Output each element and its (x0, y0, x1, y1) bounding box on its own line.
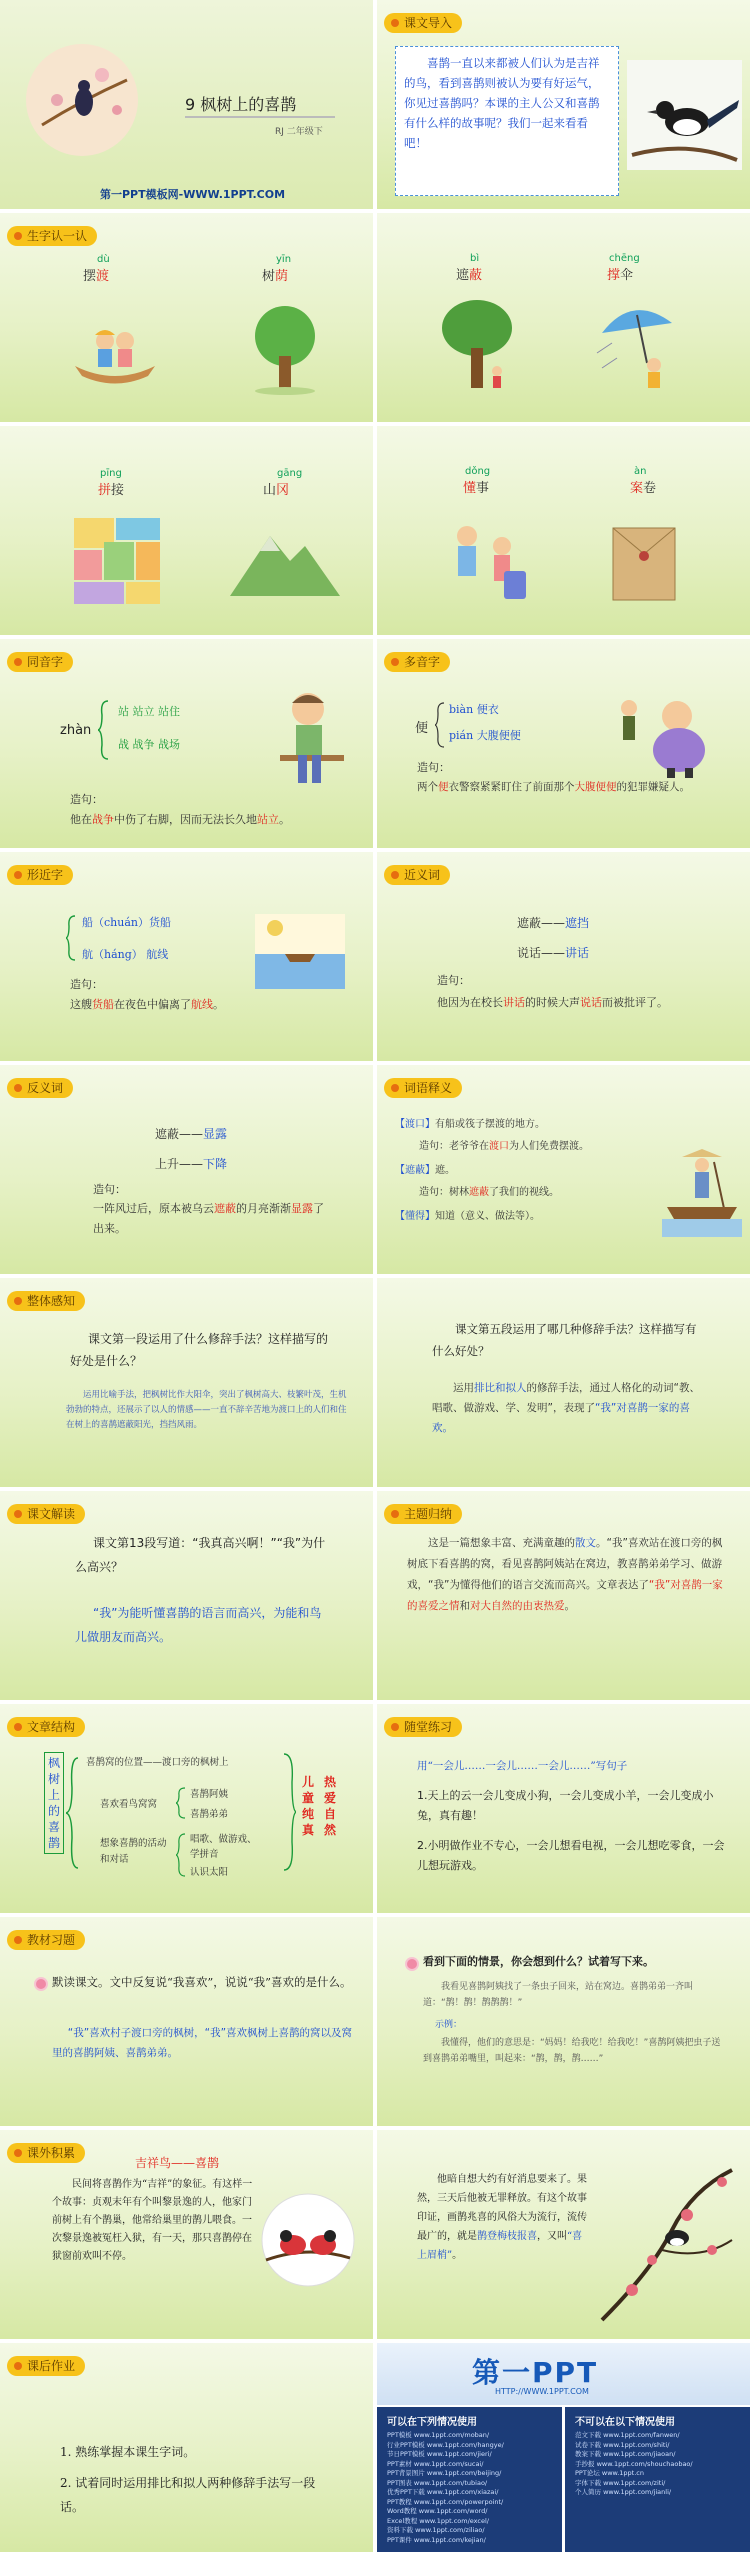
slide-extra-reading (0, 2130, 373, 2339)
promo-link[interactable]: 行业PPT模板 www.1ppt.com/hangye/ (387, 2440, 504, 2449)
slide-structure (0, 1704, 373, 1913)
slide-antonyms (0, 1065, 373, 1274)
pinyin: dù (97, 254, 110, 265)
definition-3: 【懂得】知道（意义、做法等）。 (395, 1211, 540, 1222)
story-text-continued: 他暗自想大约有好消息要来了。果然，三天后他被无罪释放。有这个故事印证，画鹊兆喜的风俗大为流行，流传最广的，就是鹊登梅枝报喜，又叫“喜上眉梢”。 (417, 2174, 587, 2261)
slide-practice (377, 1704, 750, 1913)
helping-elder-illustration (442, 516, 532, 606)
bird-on-branch-illustration (22, 40, 142, 160)
writing-question: 看到下面的情景，你会想到什么？试着写下来。 (423, 1955, 654, 1968)
structure-branch-2a: 喜鹊阿姨 (190, 1789, 229, 1800)
vocab-word: 撑伞 (607, 268, 634, 283)
slide-writing (377, 1917, 750, 2126)
definition-2: 【遮蔽】遮。 (395, 1165, 455, 1176)
story-text: 民间将喜鹊作为“吉祥”的象征。有这样一个故事：贞观末年有个叫黎景逸的人，他家门前树上有个鹊巢，他常给巢里的鹊儿喂食。一次黎景逸被冤枉入狱，有一天，那只喜鹊停在狱窗前欢叫不停。 (52, 2179, 253, 2262)
example-sentence: 两个便衣警察紧紧盯住了前面那个大腹便便的犯罪嫌疑人。 (417, 781, 690, 793)
ferryman-illustration (662, 1147, 742, 1237)
envelope-folder-illustration (609, 524, 679, 604)
section-tag: 同音字 (7, 652, 73, 672)
practice-answer-1: 1.天上的云一会儿变成小狗，一会儿变成小羊，一会儿变成小兔，真有趣！ (417, 1789, 714, 1822)
structure-branch-1: 喜鹊窝的位置——渡口旁的枫树上 (86, 1757, 229, 1768)
section-tag: 形近字 (7, 865, 73, 885)
section-tag: 文章结构 (7, 1717, 85, 1737)
grade-label: RJ 二年级下 (275, 127, 323, 137)
example-sentence: 一阵风过后，原本被乌云遮蔽的月亮渐渐显露了出来。 (93, 1202, 324, 1235)
vocab-word: 树荫 (262, 269, 289, 284)
slide-interpretation (0, 1491, 373, 1700)
umbrella-illustration (592, 293, 682, 393)
example-text: 我懂得，他们的意思是：“妈妈！给我吃！给我吃！”喜鹊阿姨把虫子送到喜鹊弟弟嘴里，叫起来：“鹊，鹊，鹊……” (423, 2038, 721, 2064)
slide-vocab-3 (0, 426, 373, 635)
vocab-word: 案卷 (630, 481, 657, 496)
section-tag: 随堂练习 (384, 1717, 462, 1737)
example-sentence: 他因为在校长讲话的时候大声说话而被批评了。 (437, 996, 668, 1009)
structure-branch-2: 喜欢看鸟窝窝 (100, 1799, 158, 1810)
question-text: 课文第13段写道：“我真高兴啊！”“我”为什么高兴？ (75, 1536, 326, 1574)
polyphone-row-2: pián 大腹便便 (449, 729, 521, 742)
promo-link[interactable]: 范文下载 www.1ppt.com/fanwen/ (575, 2431, 680, 2439)
vocab-word: 遮蔽 (456, 268, 483, 283)
polyphone-char: 便 (415, 721, 429, 736)
promo-link[interactable]: PPT课件 www.1ppt.com/kejian/ (387, 2535, 486, 2544)
vocab-word: 山冈 (263, 483, 290, 498)
similar-char-row-1: 船（chuán）货船 (82, 916, 171, 929)
homophone-row-2: 战 战争 战场 (118, 738, 180, 751)
promo-url[interactable]: HTTP://WWW.1PPT.COM (495, 2387, 589, 2396)
slide-overall-2 (377, 1278, 750, 1487)
example-sentence: 这艘货船在夜色中偏离了航线。 (70, 998, 224, 1011)
section-tag: 课外积累 (7, 2143, 85, 2163)
slide-similar-chars (0, 852, 373, 1061)
promo-link-list-1 (387, 2431, 557, 2545)
example-label: 造句： (437, 974, 470, 987)
structure-branch-2b: 喜鹊弟弟 (190, 1809, 229, 1820)
lesson-title: 9 枫树上的喜鹊 (185, 95, 297, 114)
tree-shade-illustration (437, 293, 517, 393)
promo-link[interactable]: 试卷下载 www.1ppt.com/shiti/ (575, 2440, 670, 2449)
practice-question: 用“一会儿……一会儿……一会儿……”写句子 (417, 1760, 628, 1772)
plum-blossom-magpie-illustration (592, 2160, 742, 2330)
police-suspect-illustration (607, 684, 727, 779)
structure-branch-3: 想象喜鹊的活动和对话 (100, 1838, 167, 1865)
section-tag: 近义词 (384, 865, 450, 885)
title-underline (185, 116, 335, 118)
slide-vocab-2 (377, 213, 750, 422)
question-text: 课文第一段运用了什么修辞手法？这样描写的好处是什么？ (70, 1332, 329, 1368)
boat-children-illustration (70, 311, 160, 391)
antonym-pair-1: 遮蔽——显露 (155, 1127, 228, 1141)
example-label: 造句： (70, 978, 103, 991)
section-tag: 生字认一认 (7, 226, 97, 246)
example-sentence: 他在战争中伤了右脚，因而无法长久地站立。 (70, 813, 290, 826)
flower-bullet-icon (36, 1979, 46, 1989)
vocab-word: 拼接 (98, 483, 125, 498)
slide-synonyms (377, 852, 750, 1061)
pinyin: pīng (100, 468, 122, 479)
similar-char-row-2: 航（háng） 航线 (82, 948, 169, 961)
slide-intro (377, 0, 750, 209)
slide-extra-reading-2 (377, 2130, 750, 2339)
structure-branch-3a: 唱歌、做游戏、学拼音 (190, 1834, 257, 1860)
exercise-question: 默读课文。文中反复说“我喜欢”，说说“我”喜欢的是什么。 (52, 1975, 352, 1989)
synonym-pair-1: 遮蔽——遮挡 (517, 916, 590, 930)
promo-link[interactable]: PPT素材 www.1ppt.com/sucai/ (387, 2459, 484, 2468)
practice-answer-2: 2.小明做作业不专心，一会儿想看电视，一会儿想吃零食，一会儿想玩游戏。 (417, 1839, 725, 1872)
synonym-pair-2: 说话——讲话 (517, 946, 590, 960)
promo-link[interactable]: 字体下载 www.1ppt.com/ziti/ (575, 2478, 666, 2487)
promo-link[interactable]: PPT论坛 www.1ppt.cn (575, 2469, 644, 2477)
story-title: 吉祥鸟——喜鹊 (135, 2156, 220, 2170)
footer-website[interactable]: 第一PPT模板网-WWW.1PPT.COM (100, 188, 286, 201)
vocab-word: 摆渡 (83, 269, 110, 284)
hill-illustration (230, 521, 340, 601)
intro-textbox (395, 46, 619, 196)
slide-homework (0, 2343, 373, 2552)
promo-link[interactable]: Word教程 www.1ppt.com/word/ (387, 2507, 488, 2515)
vocab-word: 懂事 (463, 481, 490, 496)
section-tag: 课后作业 (7, 2356, 85, 2376)
promo-link[interactable]: 资料下载 www.1ppt.com/ziliao/ (387, 2526, 485, 2534)
promo-link[interactable]: 优秀PPT下载 www.1ppt.com/xiazai/ (387, 2488, 499, 2496)
pinyin: bì (470, 253, 480, 264)
slide-title (0, 0, 373, 209)
exercise-answer: “我”喜欢村子渡口旁的枫树，“我”喜欢枫树上喜鹊的窝以及窝里的喜鹊阿姨、喜鹊弟弟。 (52, 2027, 353, 2059)
theme-keyword-2: 热爱自然 (324, 1775, 337, 1837)
section-tag: 教材习题 (7, 1930, 85, 1950)
slide-definitions (377, 1065, 750, 1274)
example-label: 造句： (70, 793, 103, 806)
example-label: 示例： (435, 2020, 463, 2030)
definition-1-example: 造句：老爷爷在渡口为人们免费摆渡。 (419, 1141, 589, 1152)
slide-theme (377, 1491, 750, 1700)
brace-right (282, 1752, 296, 1872)
tree-illustration (245, 301, 325, 396)
section-tag: 词语释义 (384, 1078, 462, 1098)
night-boat-illustration (255, 914, 345, 989)
promo-heading-1: 可以在下列情况使用 (387, 2417, 477, 2428)
injured-boy-illustration (270, 681, 350, 791)
slide-homophones (0, 639, 373, 848)
brace (435, 701, 445, 749)
promo-heading-2: 不可以在以下情况使用 (575, 2417, 675, 2428)
section-tag: 课文解读 (7, 1504, 85, 1524)
promo-link[interactable]: 个人简历 www.1ppt.com/jianli/ (575, 2488, 672, 2496)
theme-keyword-1: 儿童纯真 (302, 1775, 315, 1837)
intro-text: 喜鹊一直以来都被人们认为是吉祥的鸟，看到喜鹊则被认为要有好运气，你见过喜鹊吗？本课的主人公又和喜鹊有什么样的故事呢？我们一起来看看吧！ (404, 56, 600, 150)
pinyin: àn (634, 466, 647, 477)
promo-link[interactable]: 手抄报 www.1ppt.com/shouchaobao/ (575, 2459, 693, 2468)
promo-link[interactable]: PPT教程 www.1ppt.com/powerpoint/ (387, 2497, 504, 2506)
slide-exercises (0, 1917, 373, 2126)
pinyin: yīn (276, 254, 292, 265)
pinyin: chēng (609, 253, 640, 264)
promo-link[interactable]: 教案下载 www.1ppt.com/jiaoan/ (575, 2450, 676, 2458)
slide-polyphones (377, 639, 750, 848)
homophone-row-1: 站 站立 站住 (118, 705, 180, 718)
brace (66, 914, 76, 962)
example-label: 造句： (93, 1183, 126, 1196)
definition-1: 【渡口】有船或筏子摆渡的地方。 (395, 1119, 545, 1130)
structure-root: 枫树上的喜鹊 (44, 1752, 64, 1854)
section-tag: 反义词 (7, 1078, 73, 1098)
section-tag: 主题归纳 (384, 1504, 462, 1524)
promo-link[interactable]: Excel教程 www.1ppt.com/excel/ (387, 2516, 489, 2525)
section-tag: 整体感知 (7, 1291, 85, 1311)
promo-logo[interactable]: 第一PPT (472, 2356, 599, 2389)
homework-item-2: 2. 试着同时运用排比和拟人两种修辞手法写一段话。 (60, 2476, 316, 2514)
slide-overall-1 (0, 1278, 373, 1487)
answer-text: 运用排比和拟人的修辞手法，通过人格化的动词“教、唱歌、做游戏、学、发明”，表现了“我”对喜鹊一家的喜欢。 (432, 1382, 700, 1434)
antonym-pair-2: 上升——下降 (155, 1157, 228, 1171)
slide-promo (377, 2343, 750, 2552)
answer-text: 运用比喻手法，把枫树比作大阳伞，突出了枫树高大、枝繁叶茂，生机勃勃的特点，还展示了以人的情感——一直不辞辛苦地为渡口上的人们和住在树上的喜鹊遮蔽阳光，挡挡风雨。 (66, 1390, 347, 1430)
brace-small (176, 1832, 186, 1878)
slide-vocab-1 (0, 213, 373, 422)
structure-branch-3b: 认识太阳 (190, 1867, 229, 1878)
promo-link[interactable]: PPT模板 www.1ppt.com/moban/ (387, 2431, 490, 2439)
pinyin: dǒng (465, 466, 491, 477)
theme-text: 这是一篇想象丰富、充满童趣的散文。“我”喜欢站在渡口旁的枫树底下看喜鹊的窝，看见喜鹊阿姨站在窝边，教喜鹊弟弟学习、做游戏，“我”为懂得他们的语言交流而高兴。文章表达了“我”对喜鹊一家的喜爱之情和对大自然的由衷热爱。 (407, 1537, 723, 1612)
section-tag: 多音字 (384, 652, 450, 672)
polyphone-row-1: biàn 便衣 (449, 703, 499, 716)
homework-item-1: 1. 熟练掌握本课生字词。 (60, 2445, 196, 2459)
patchwork-illustration (72, 516, 162, 606)
question-text: 课文第五段运用了哪几种修辞手法？这样描写有什么好处？ (432, 1322, 697, 1358)
promo-link[interactable]: PPT背景图片 www.1ppt.com/beijing/ (387, 2469, 502, 2477)
definition-2-example: 造句：树林遮蔽了我们的视线。 (419, 1187, 559, 1198)
slide-vocab-4 (377, 426, 750, 635)
promo-link-list-2 (575, 2431, 745, 2498)
brace-small (176, 1786, 186, 1820)
promo-link[interactable]: PPT图表 www.1ppt.com/tubiao/ (387, 2478, 488, 2487)
pinyin-zhan: zhàn (60, 723, 92, 738)
magpies-on-branch-illustration (258, 2190, 358, 2290)
promo-link[interactable]: 节日PPT模板 www.1ppt.com/jieri/ (387, 2450, 492, 2458)
brace (98, 699, 110, 761)
scene-text: 我看见喜鹊阿姨找了一条虫子回来，站在窝边。喜鹊弟弟一齐叫道：“鹊！鹊！鹊鹊鹊！” (423, 1982, 694, 2008)
answer-text: “我”为能听懂喜鹊的语言而高兴，为能和鸟儿做朋友而高兴。 (75, 1606, 322, 1644)
pinyin: gāng (277, 468, 303, 479)
section-tag: 课文导入 (384, 13, 462, 33)
example-label: 造句： (417, 761, 450, 774)
flower-bullet-icon (407, 1959, 417, 1969)
magpie-photo (627, 60, 742, 170)
